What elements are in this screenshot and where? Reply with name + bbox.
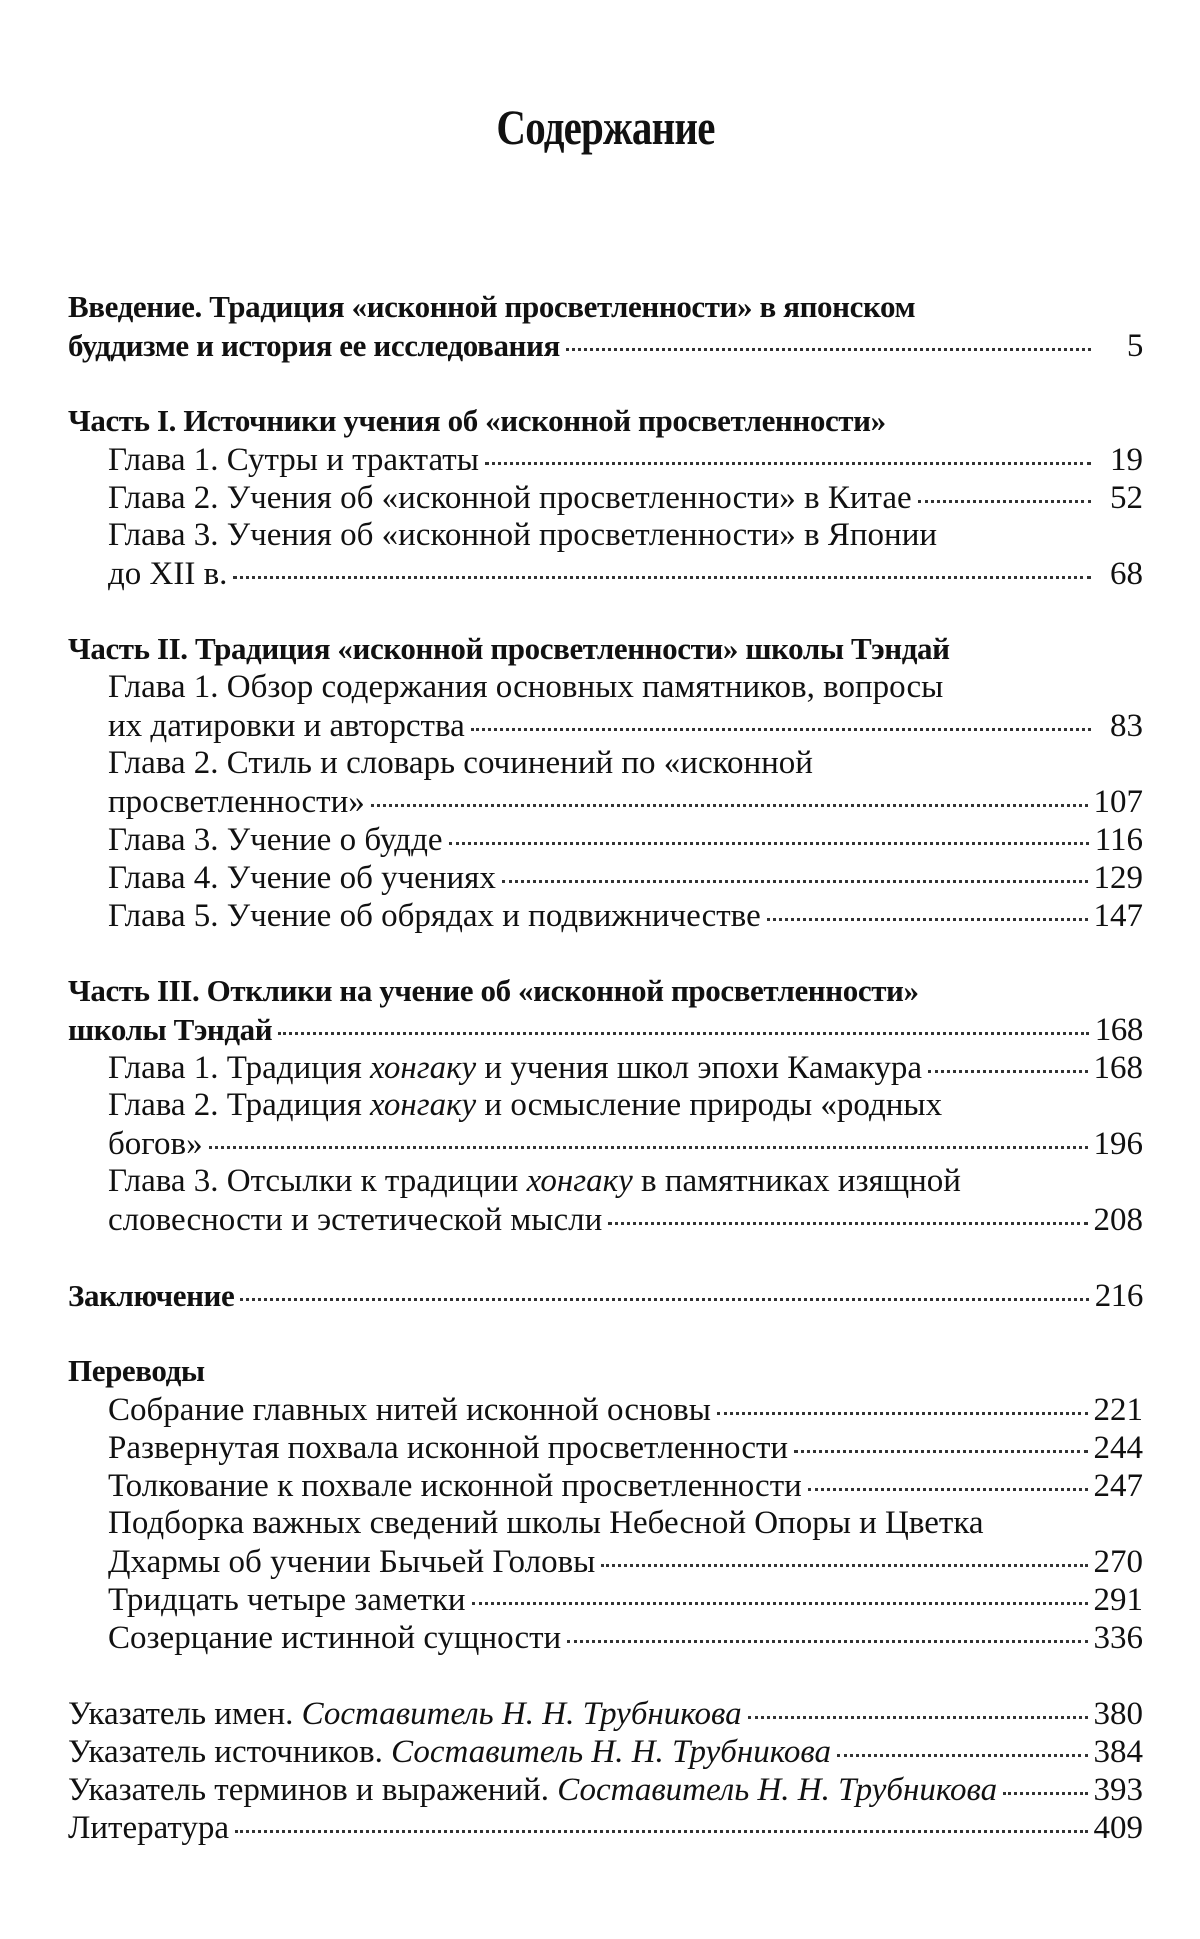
- page-title: Содержание: [496, 99, 715, 155]
- leader-dots: [233, 554, 1091, 584]
- toc-entry-part3-ch3: [68, 1200, 1143, 1238]
- leader-dots: [808, 1466, 1088, 1496]
- page-number: 147: [1093, 898, 1143, 934]
- page-number: 68: [1110, 556, 1143, 592]
- intro-line-1: Введение. Традиция «исконной просветленности» в японском: [68, 289, 916, 324]
- toc-entry-part2-ch2: [68, 782, 1143, 820]
- entry-title: Собрание главных нитей исконной основы: [108, 1392, 711, 1428]
- entry-title: Глава 1. Сутры и трактаты: [108, 442, 479, 478]
- toc-entry-index-names: [68, 1694, 1143, 1732]
- leader-dots: [601, 1542, 1087, 1572]
- leader-dots: [748, 1694, 1088, 1724]
- leader-dots: [485, 440, 1091, 470]
- toc-page: [68, 0, 1143, 1939]
- leader-dots: [278, 1010, 1088, 1040]
- toc-entry-translation-5: [68, 1580, 1143, 1618]
- part3-heading: Часть III. Отклики на учение об «исконной просветленности»: [68, 973, 919, 1008]
- page-number: 168: [1093, 1050, 1143, 1086]
- toc-entry-translation-3: [68, 1466, 1143, 1504]
- toc-entry-bibliography: [68, 1808, 1143, 1846]
- entry-title: Глава 2. Учения об «исконной просветленности» в Китае: [108, 480, 912, 516]
- page-number: 380: [1093, 1696, 1143, 1732]
- page-number: 270: [1093, 1544, 1143, 1580]
- leader-dots: [767, 896, 1088, 926]
- entry-title: словесности и эстетической мысли: [108, 1202, 603, 1238]
- toc-entry-part2-ch3: [68, 820, 1143, 858]
- page-number: 116: [1094, 822, 1143, 858]
- part2-ch2-line-1: Глава 2. Стиль и словарь сочинений по «исконной: [108, 745, 813, 781]
- part1-ch3-line-1: Глава 3. Учения об «исконной просветленности» в Японии: [108, 517, 938, 553]
- page-number: 409: [1093, 1810, 1143, 1846]
- intro-line-2: буддизме и история ее исследования: [68, 328, 560, 363]
- entry-title: Глава 3. Учение о будде: [108, 822, 443, 858]
- page-number: 336: [1093, 1620, 1143, 1656]
- entry-title: богов»: [108, 1126, 203, 1162]
- toc-entry-part3: [68, 1010, 1143, 1048]
- compiler-credit: Составитель Н. Н. Трубникова: [557, 1772, 998, 1808]
- term-hongaku: хонгаку: [370, 1087, 477, 1123]
- leader-dots: [717, 1390, 1088, 1420]
- page-number: 196: [1093, 1126, 1143, 1162]
- leader-dots: [472, 1580, 1088, 1610]
- toc-entry-translation-1: [68, 1390, 1143, 1428]
- compiler-credit: Составитель Н. Н. Трубникова: [391, 1734, 832, 1770]
- leader-dots: [371, 782, 1088, 812]
- toc-entry-part2-ch1: [68, 706, 1143, 744]
- page-number: 244: [1093, 1430, 1143, 1466]
- leader-dots: [449, 820, 1089, 850]
- leader-dots: [837, 1732, 1087, 1762]
- page-number: 216: [1094, 1278, 1143, 1314]
- toc-entry-part1-ch3: [68, 554, 1143, 592]
- page-number: 208: [1093, 1202, 1143, 1238]
- page-number: 107: [1093, 784, 1143, 820]
- leader-dots: [918, 478, 1091, 508]
- leader-dots: [209, 1124, 1088, 1154]
- page-number: 291: [1093, 1582, 1143, 1618]
- page-number: 129: [1093, 860, 1143, 896]
- page-number: 384: [1093, 1734, 1143, 1770]
- page-number: 52: [1110, 480, 1143, 516]
- toc-entry-translation-4: [68, 1542, 1143, 1580]
- entry-title: Указатель источников. Составитель Н. Н. Трубникова: [68, 1734, 832, 1770]
- entry-title: Дхармы об учении Бычьей Головы: [108, 1544, 596, 1580]
- leader-dots: [235, 1808, 1087, 1838]
- entry-title: Глава 5. Учение об обрядах и подвижничестве: [108, 898, 761, 934]
- part3-ch3-line-1: Глава 3. Отсылки к традиции хонгаку в памятниках изящной: [108, 1163, 961, 1199]
- leader-dots: [608, 1200, 1087, 1230]
- entry-title: Развернутая похвала исконной просветленности: [108, 1430, 789, 1466]
- entry-title: Глава 1. Традиция хонгаку и учения школ эпохи Камакура: [108, 1050, 923, 1086]
- part2-heading: Часть II. Традиция «исконной просветленности» школы Тэндай: [68, 631, 950, 666]
- leader-dots: [240, 1276, 1088, 1306]
- toc-entry-part1-ch2: [68, 478, 1143, 516]
- page-number: 83: [1110, 708, 1143, 744]
- part3-heading-line-2: школы Тэндай: [68, 1012, 273, 1047]
- leader-dots: [1003, 1770, 1087, 1800]
- toc-entry-index-sources: [68, 1732, 1143, 1770]
- page-number: 221: [1093, 1392, 1143, 1428]
- term-hongaku: хонгаку: [526, 1163, 633, 1199]
- compiler-credit: Составитель Н. Н. Трубникова: [301, 1696, 742, 1732]
- entry-title: Указатель имен. Составитель Н. Н. Трубникова: [68, 1696, 742, 1732]
- toc-entry-part1-ch1: [68, 440, 1143, 478]
- translations-heading: Переводы: [68, 1353, 205, 1388]
- leader-dots: [794, 1428, 1087, 1458]
- leader-dots: [566, 326, 1091, 356]
- toc-entry-index-terms: [68, 1770, 1143, 1808]
- entry-title: Толкование к похвале исконной просветленности: [108, 1468, 802, 1504]
- toc-entry-part2-ch5: [68, 896, 1143, 934]
- leader-dots: [928, 1048, 1087, 1078]
- translation-4-line-1: Подборка важных сведений школы Небесной Опоры и Цветка: [108, 1505, 984, 1541]
- page-number: 393: [1093, 1772, 1143, 1808]
- leader-dots: [502, 858, 1088, 888]
- leader-dots: [471, 706, 1091, 736]
- page-number: 168: [1094, 1012, 1143, 1048]
- entry-title: Литература: [68, 1810, 230, 1846]
- entry-title: Тридцать четыре заметки: [108, 1582, 466, 1618]
- toc-entry-part3-ch2: [68, 1124, 1143, 1162]
- entry-title: их датировки и авторства: [108, 708, 465, 744]
- leader-dots: [567, 1618, 1087, 1648]
- part3-ch2-line-1: Глава 2. Традиция хонгаку и осмысление природы «родных: [108, 1087, 943, 1123]
- toc-entry-translation-2: [68, 1428, 1143, 1466]
- toc-entry-part2-ch4: [68, 858, 1143, 896]
- page-number: 247: [1093, 1468, 1143, 1504]
- page-number: 19: [1110, 442, 1143, 478]
- entry-title: Глава 4. Учение об учениях: [108, 860, 496, 896]
- part2-ch1-line-1: Глава 1. Обзор содержания основных памятников, вопросы: [108, 669, 944, 705]
- toc-entry-conclusion: [68, 1276, 1143, 1314]
- entry-title: Указатель терминов и выражений. Составитель Н. Н. Трубникова: [68, 1772, 998, 1808]
- page-number: 5: [1126, 328, 1143, 364]
- entry-title: до XII в.: [108, 556, 228, 592]
- toc-entry-intro: [68, 326, 1143, 364]
- toc-entry-part3-ch1: [68, 1048, 1143, 1086]
- entry-title: Созерцание истинной сущности: [108, 1620, 562, 1656]
- entry-title: Заключение: [68, 1278, 235, 1313]
- term-hongaku: хонгаку: [370, 1050, 477, 1086]
- toc-entry-translation-6: [68, 1618, 1143, 1656]
- part1-heading: Часть I. Источники учения об «исконной просветленности»: [68, 403, 886, 438]
- entry-title: просветленности»: [108, 784, 365, 820]
